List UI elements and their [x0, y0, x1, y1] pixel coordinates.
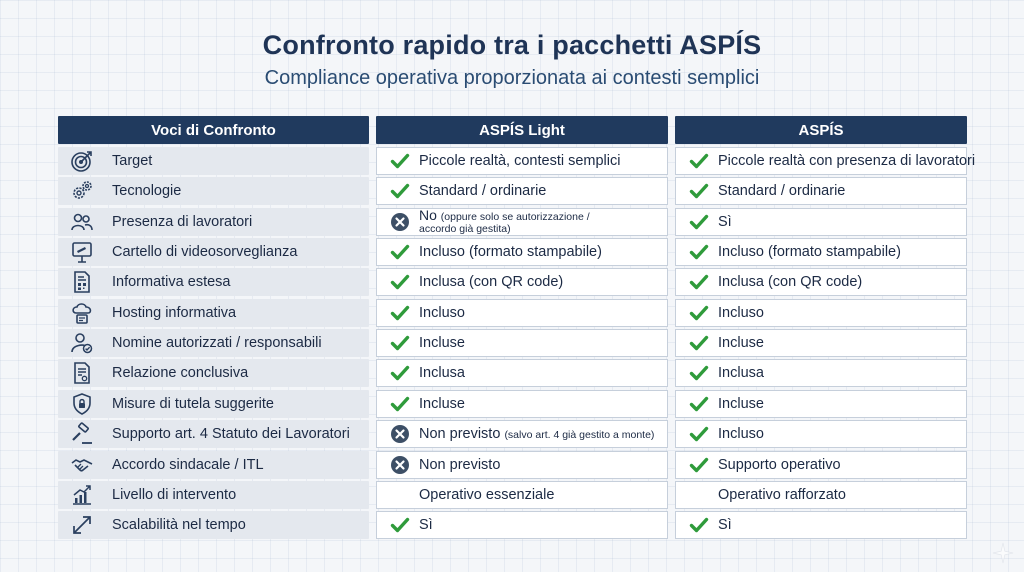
- aspis-light-cell: [376, 420, 668, 448]
- aspis-light-cell: [376, 177, 668, 205]
- criteria-label: Accordo sindacale / ITL: [112, 456, 264, 473]
- criteria-label: Tecnologie: [112, 183, 182, 200]
- criteria-cell: [58, 481, 369, 509]
- aspis-light-cell: [376, 390, 668, 418]
- cross-icon: [390, 212, 410, 232]
- cell-text: Non previsto: [419, 456, 501, 473]
- check-icon: [689, 181, 709, 201]
- table-row: [0, 208, 1024, 236]
- cell-text: Inclusa (con QR code): [718, 274, 863, 291]
- check-icon: [390, 272, 410, 292]
- cell-text: Incluso: [718, 426, 764, 443]
- criteria-cell: [58, 208, 369, 236]
- criteria-label: Target: [112, 153, 153, 169]
- cell-text: Incluse: [718, 395, 764, 412]
- aspis-light-cell: [376, 299, 668, 327]
- aspis-light-cell: [376, 451, 668, 479]
- criteria-label: Scalabilità nel tempo: [112, 517, 246, 534]
- table-row: [0, 177, 1024, 205]
- table-row: [0, 481, 1024, 509]
- cell-text: Operativo essenziale: [419, 486, 555, 503]
- aspis-light-cell: [376, 208, 668, 236]
- check-icon: [390, 303, 410, 323]
- criteria-label: Hosting informativa: [112, 304, 237, 321]
- handshake-icon: [68, 453, 96, 477]
- check-icon: [390, 394, 410, 414]
- check-icon: [390, 333, 410, 353]
- cross-icon: [390, 455, 410, 475]
- check-icon: [689, 242, 709, 262]
- check-icon: [689, 515, 709, 535]
- aspis-cell: [675, 238, 967, 266]
- aspis-cell: [675, 511, 967, 539]
- check-icon: [689, 455, 709, 475]
- check-icon: [390, 515, 410, 535]
- check-icon: [689, 363, 709, 383]
- cell-text: Operativo rafforzato: [718, 486, 846, 503]
- criteria-label: Informativa estesa: [112, 274, 231, 291]
- criteria-label: Relazione conclusiva: [112, 365, 249, 382]
- criteria-cell: [58, 238, 369, 266]
- cell-text: Incluso (formato stampabile): [419, 244, 602, 261]
- cell-text: Sì: [419, 517, 433, 534]
- cell-text-block: [419, 206, 590, 235]
- criteria-cell: [58, 329, 369, 357]
- cell-text: Inclusa: [718, 365, 764, 382]
- aspis-cell: [675, 177, 967, 205]
- criteria-label: Cartello di videosorveglianza: [112, 244, 298, 261]
- header-aspis-light: ASPÍS Light: [376, 116, 668, 144]
- criteria-label: Presenza di lavoratori: [112, 213, 253, 230]
- aspis-light-cell: [376, 359, 668, 387]
- page-title: Confronto rapido tra i pacchetti ASPÍS: [262, 30, 762, 60]
- check-icon: [689, 424, 709, 444]
- aspis-cell: [675, 147, 976, 175]
- check-icon: [689, 394, 709, 414]
- check-icon: [689, 212, 709, 232]
- aspis-cell: [675, 208, 967, 236]
- aspis-cell: [675, 299, 967, 327]
- criteria-cell: [58, 451, 369, 479]
- table-row: [0, 359, 1024, 387]
- aspis-cell: [675, 481, 967, 509]
- cell-note-line2: accordo già gestita): [419, 222, 511, 235]
- cell-note: (oppure solo se autorizzazione /: [440, 210, 590, 223]
- gavel-icon: [68, 422, 96, 446]
- table-row: [0, 238, 1024, 266]
- cell-text: Piccole realtà, contesti semplici: [419, 153, 621, 169]
- criteria-label: Supporto art. 4 Statuto dei Lavoratori: [112, 426, 350, 443]
- check-icon: [390, 181, 410, 201]
- check-icon: [390, 363, 410, 383]
- criteria-cell: [58, 177, 369, 205]
- sparkle-icon: [992, 542, 1014, 564]
- bar-chart-icon: [68, 483, 96, 507]
- aspis-light-cell: [376, 481, 668, 509]
- cell-text: No: [419, 206, 437, 223]
- criteria-cell: [58, 299, 369, 327]
- cell-text: Inclusa (con QR code): [419, 274, 564, 291]
- aspis-light-cell: [376, 511, 668, 539]
- aspis-light-cell: [376, 329, 668, 357]
- criteria-label: Nomine autorizzati / responsabili: [112, 335, 322, 352]
- cell-text: Incluse: [718, 335, 764, 352]
- user-check-icon: [68, 331, 96, 355]
- page-subtitle: Compliance operativa proporzionata ai contesti semplici: [264, 67, 760, 89]
- table-row: [0, 511, 1024, 539]
- table-row: [0, 147, 1024, 175]
- expand-arrows-icon: [68, 513, 96, 537]
- aspis-cell: [675, 329, 967, 357]
- table-row: [0, 299, 1024, 327]
- aspis-cell: [675, 451, 967, 479]
- qr-document-icon: [68, 270, 96, 294]
- cell-text: Sì: [718, 517, 732, 534]
- cell-text: Supporto operativo: [718, 456, 841, 473]
- target-icon: [68, 149, 96, 173]
- cell-text: Incluse: [419, 395, 465, 412]
- cell-text: Inclusa: [419, 365, 465, 382]
- cell-text: Standard / ordinarie: [419, 183, 547, 200]
- header-aspis: ASPÍS: [675, 116, 967, 144]
- check-icon: [689, 272, 709, 292]
- camera-sign-icon: [68, 240, 96, 264]
- criteria-cell: [58, 359, 369, 387]
- report-icon: [68, 361, 96, 385]
- check-icon: [689, 333, 709, 353]
- gears-icon: [68, 179, 96, 203]
- cell-text: Standard / ordinarie: [718, 183, 846, 200]
- criteria-cell: [58, 268, 369, 296]
- table-row: [0, 451, 1024, 479]
- table-row: [0, 268, 1024, 296]
- aspis-cell: [675, 359, 967, 387]
- cell-text: Incluso (formato stampabile): [718, 244, 901, 261]
- cell-text: Incluso: [718, 304, 764, 321]
- aspis-light-cell: [376, 147, 668, 175]
- users-icon: [68, 210, 96, 234]
- shield-lock-icon: [68, 392, 96, 416]
- aspis-light-cell: [376, 268, 668, 296]
- aspis-cell: [675, 390, 967, 418]
- criteria-cell: [58, 147, 369, 175]
- cross-icon: [390, 424, 410, 444]
- cell-text: Incluse: [419, 335, 465, 352]
- cell-text: Non previsto: [419, 426, 501, 443]
- header-voci: Voci di Confronto: [58, 116, 369, 144]
- check-icon: [689, 303, 709, 323]
- aspis-cell: [675, 268, 967, 296]
- check-icon: [390, 151, 410, 171]
- table-row: [0, 420, 1024, 448]
- criteria-cell: [58, 420, 369, 448]
- criteria-label: Misure di tutela suggerite: [112, 395, 274, 412]
- check-icon: [689, 151, 709, 171]
- criteria-cell: [58, 390, 369, 418]
- aspis-light-cell: [376, 238, 668, 266]
- cell-text: Sì: [718, 213, 732, 230]
- aspis-cell: [675, 420, 967, 448]
- cell-text: Incluso: [419, 304, 465, 321]
- table-row: [0, 329, 1024, 357]
- cloud-hosting-icon: [68, 301, 96, 325]
- cell-note: (salvo art. 4 già gestito a monte): [504, 429, 655, 442]
- check-icon: [390, 242, 410, 262]
- criteria-cell: [58, 511, 369, 539]
- table-row: [0, 390, 1024, 418]
- cell-text: Piccole realtà con presenza di lavoratori: [718, 153, 976, 169]
- criteria-label: Livello di intervento: [112, 486, 237, 503]
